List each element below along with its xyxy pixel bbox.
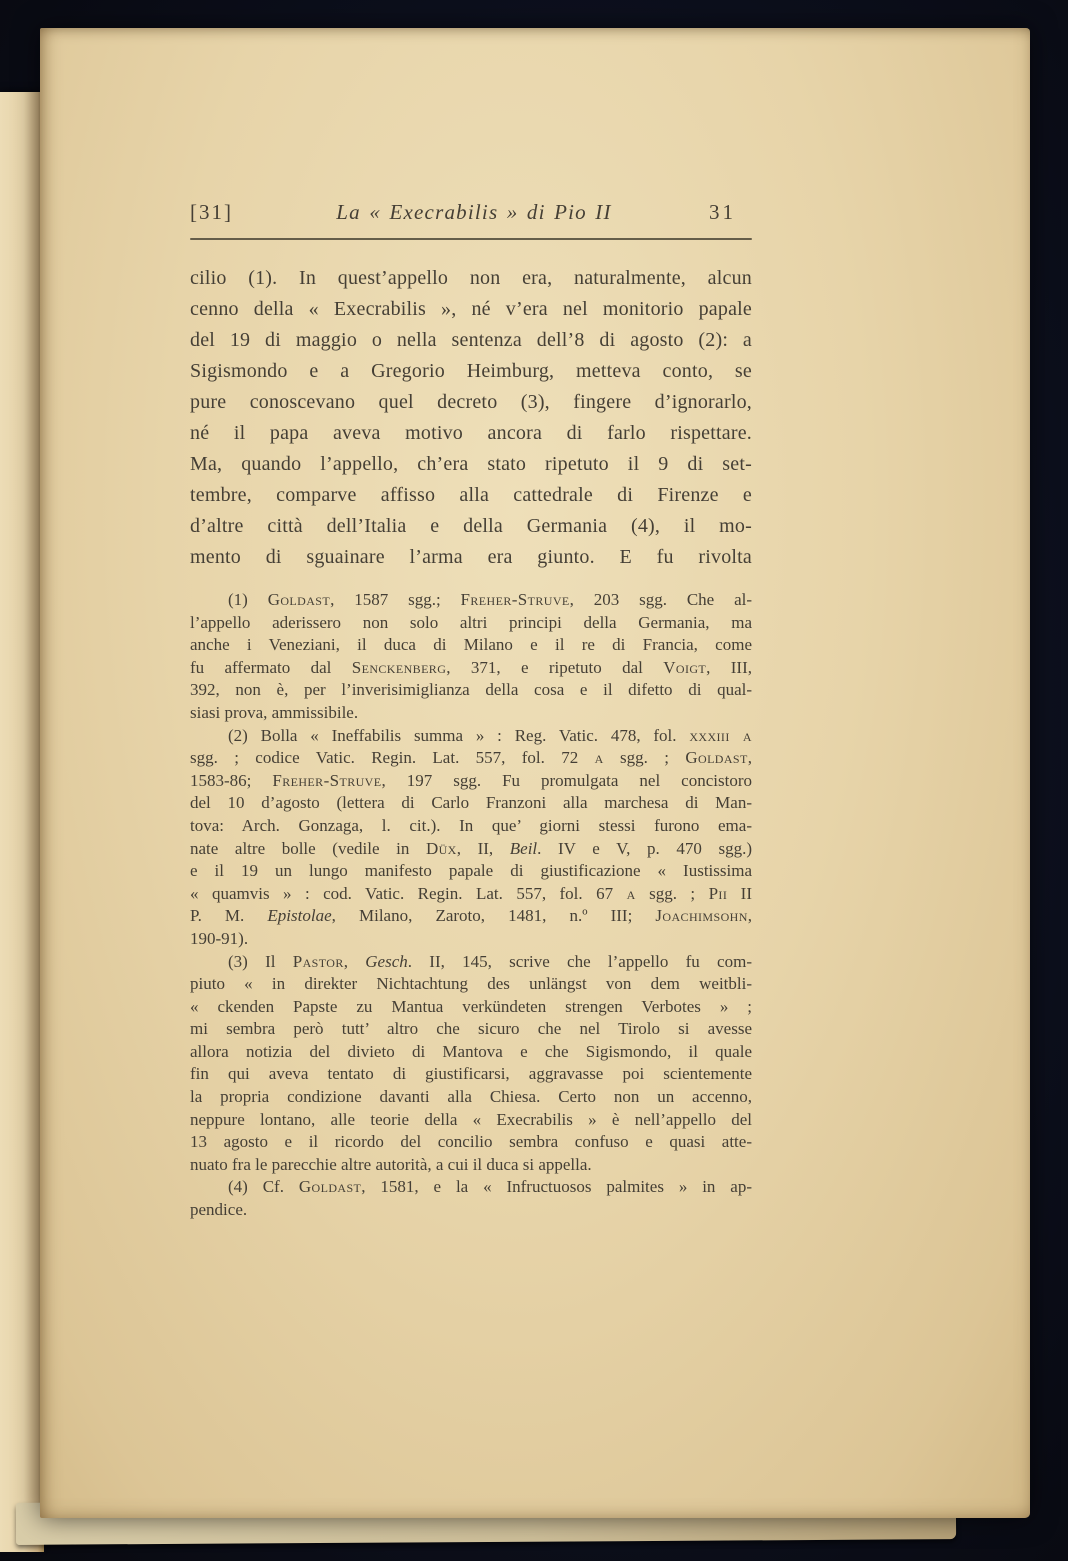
footnote-1: [190, 589, 752, 725]
text-line: « quamvis » : cod. Vatic. Regin. Lat. 557, fol. 67 a sgg. ; Pii II: [190, 883, 753, 903]
text-line: neppure lontano, alle teorie della « Execrabilis » è nell’appello del: [190, 1109, 752, 1129]
header-rule: [190, 238, 752, 240]
folio-bracket-number: [31]: [190, 200, 233, 224]
page-number: 31: [709, 200, 736, 224]
footnote-3: [190, 951, 752, 1177]
text-line: piuto « in direkter Nichtachtung des unlängst von dem weitbli-: [190, 974, 752, 994]
text-line: nate altre bolle (vedile in Düx, II, Beil. IV e V, p. 470 sgg.): [190, 838, 753, 858]
text-line: cilio (1). In quest’appello non era, naturalmente, alcun: [190, 267, 752, 289]
book-page: [40, 28, 1030, 1518]
text-line: (3) Il Pastor, Gesch. II, 145, scrive che l’appello fu com-: [228, 951, 752, 971]
body-paragraph: [190, 263, 752, 573]
text-line: 392, non è, per l’inverisimiglianza della cosa e il difetto di qual-: [190, 680, 752, 700]
text-line: allora notizia del divieto di Mantova e che Sigismondo, il quale: [190, 1041, 752, 1061]
text-line: e il 19 un lungo manifesto papale di giustificazione « Iustissima: [190, 861, 752, 881]
text-line: fu affermato dal Senckenberg, 371, e ripetuto dal Voigt, III,: [190, 657, 752, 677]
text-line: anche i Veneziani, il duca di Milano e il re di Francia, come: [190, 635, 752, 655]
text-line: sgg. ; codice Vatic. Regin. Lat. 557, fol. 72 a sgg. ; Goldast,: [190, 748, 752, 768]
text-line: Ma, quando l’appello, ch’era stato ripetuto il 9 di set-: [190, 453, 752, 475]
text-line: 1583-86; Freher-Struve, 197 sgg. Fu promulgata nel concistoro: [190, 770, 752, 790]
text-line: mi sembra però tutt’ altro che sicuro che nel Tirolo si avesse: [190, 1019, 752, 1039]
footnote-2: [190, 725, 752, 951]
text-line: né il papa aveva motivo ancora di farlo rispettare.: [190, 422, 752, 444]
text-line: d’altre città dell’Italia e della Germania (4), il mo-: [190, 515, 752, 537]
text-line: pure conoscevano quel decreto (3), fingere d’ignorarlo,: [190, 391, 752, 413]
text-line: mento di sguainare l’arma era giunto. E fu rivolta: [190, 546, 752, 568]
footnote-4: [190, 1176, 752, 1221]
text-line: tembre, comparve affisso alla cattedrale di Firenze e: [190, 484, 752, 506]
text-line: siasi prova, ammissibile.: [190, 702, 359, 722]
text-line: pendice.: [190, 1200, 248, 1220]
running-title: La « Execrabilis » di Pio II: [336, 200, 612, 224]
text-line: 13 agosto e il ricordo del concilio sembra confuso e quasi atte-: [190, 1132, 752, 1152]
page-content: [190, 200, 752, 1222]
footnotes-section: [190, 589, 752, 1222]
text-line: (1) Goldast, 1587 sgg.; Freher-Struve, 203 sgg. Che al-: [228, 590, 752, 609]
text-line: P. M. Epistolae, Milano, Zaroto, 1481, n.º III; Joachimsohn,: [190, 906, 753, 926]
text-line: del 19 di maggio o nella sentenza dell’8 di agosto (2): a: [190, 329, 752, 351]
text-line: del 10 d’agosto (lettera di Carlo Franzoni alla marchesa di Man-: [190, 793, 752, 813]
page-header: [190, 200, 752, 225]
text-line: cenno della « Execrabilis », né v’era nel monitorio papale: [190, 298, 752, 320]
text-line: fin qui aveva tentato di giustificarsi, aggravasse poi scientemente: [190, 1064, 752, 1084]
text-line: (4) Cf. Goldast, 1581, e la « Infructuosos palmites » in ap-: [228, 1177, 753, 1197]
text-line: la propria condizione davanti alla Chiesa. Certo non un accenno,: [190, 1087, 752, 1107]
text-line: 190-91).: [190, 928, 249, 948]
text-line: « ckenden Papste zu Mantua verkündeten strengen Verbotes » ;: [190, 996, 752, 1016]
text-line: (2) Bolla « Ineffabilis summa » : Reg. Vatic. 478, fol. xxxiii a: [228, 725, 752, 745]
text-line: tova: Arch. Gonzaga, l. cit.). In que’ giorni stessi furono ema-: [190, 815, 752, 835]
text-line: nuato fra le parecchie altre autorità, a cui il duca si appella.: [190, 1154, 592, 1174]
text-line: l’appello aderissero non solo altri principi della Germania, ma: [190, 612, 752, 632]
book-gutter-edge: [0, 92, 44, 1552]
text-line: Sigismondo e a Gregorio Heimburg, metteva conto, se: [190, 360, 752, 382]
